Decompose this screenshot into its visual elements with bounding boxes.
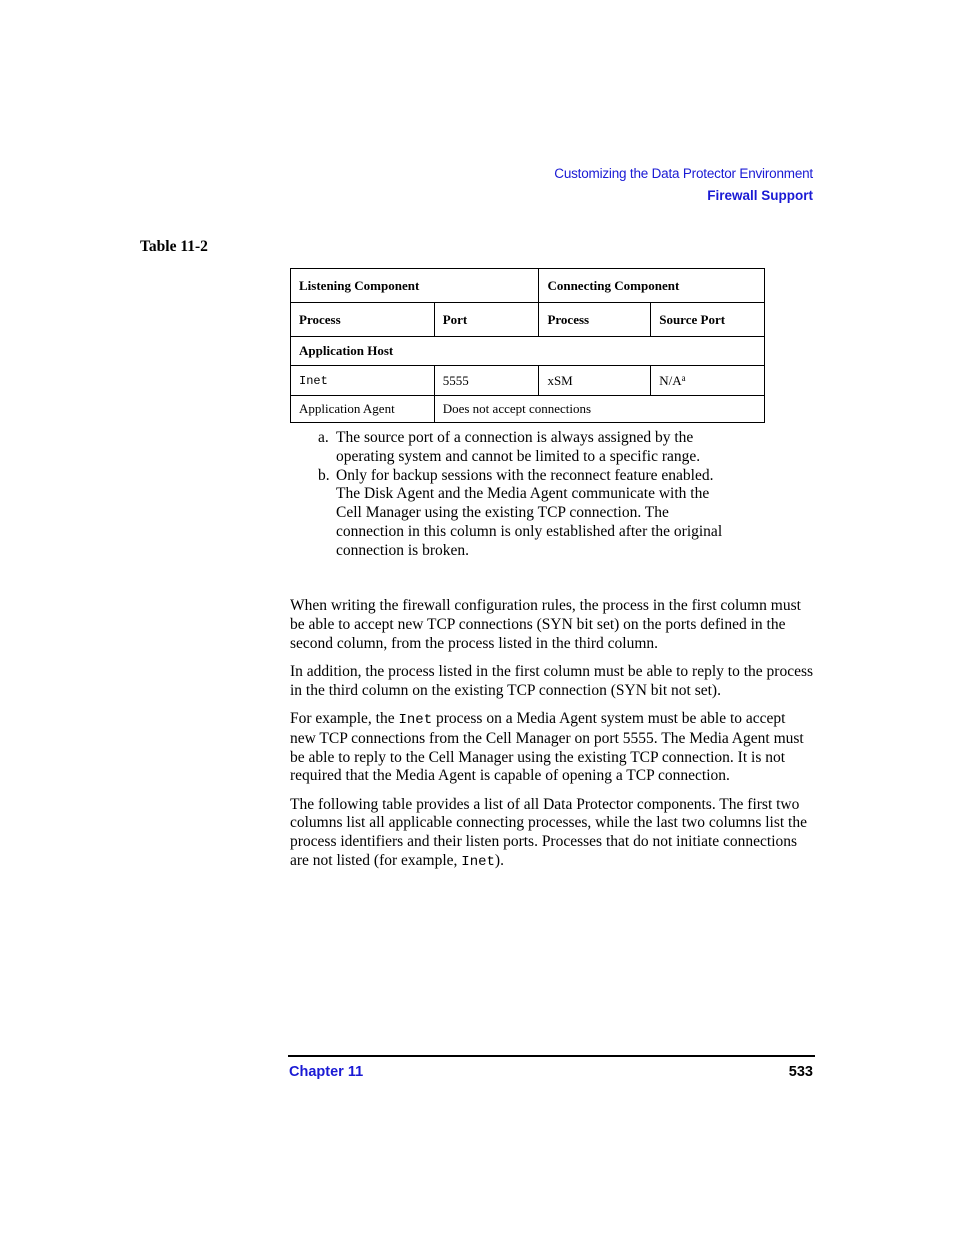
section-label: Application Host <box>291 337 765 366</box>
text-run: ). <box>494 852 504 870</box>
cell-port: 5555 <box>434 366 539 396</box>
table-column-header-row <box>291 303 765 337</box>
paragraph: In addition, the process listed in the first column must be able to reply to the process in the third column on the existing TCP connection (SYN bit not set). <box>290 662 814 699</box>
body-text <box>290 597 814 881</box>
cell-process: Application Agent <box>291 396 435 423</box>
paragraph <box>290 710 814 786</box>
group-header-connecting: Connecting Component <box>539 269 765 303</box>
running-header-chapter-title: Customizing the Data Protector Environment <box>554 166 813 181</box>
footnote-text: The source port of a connection is always assigned by the operating system and cannot be limited to a specific range. <box>336 429 701 465</box>
cell-merged-note: Does not accept connections <box>434 396 764 423</box>
footnote-item <box>318 429 748 467</box>
text-run: process on a Media Agent system must be able to accept new TCP connections from the Cell Manager on port 5555. The Media Agent must be able to reply to the Cell Manager using the existing TCP connection. It is not required that the Media Agent is capable of opening a TCP connection. <box>290 709 804 785</box>
code-inline: Inet <box>461 854 495 871</box>
group-header-listening: Listening Component <box>291 269 539 303</box>
column-header-process: Process <box>291 303 435 337</box>
footnote-ref: a <box>681 372 686 383</box>
footnote-label: a. <box>318 429 329 446</box>
paragraph <box>290 796 814 872</box>
table-row <box>291 366 765 396</box>
footer-rule <box>288 1055 815 1057</box>
paragraph: When writing the firewall configuration rules, the process in the first column must be able to accept new TCP connections (SYN bit set) on the ports defined in the second column, from the process listed in the third column. <box>290 597 801 652</box>
footer-chapter: Chapter 11 <box>289 1064 364 1080</box>
cell-connecting-process: xSM <box>539 366 651 396</box>
source-port-value: N/A <box>659 372 682 388</box>
column-header-source-port: Source Port <box>651 303 765 337</box>
table-footnotes <box>318 429 748 561</box>
running-header-section-title: Firewall Support <box>707 188 813 203</box>
code-inline: Inet <box>398 711 433 728</box>
table-group-header-row <box>291 269 765 303</box>
cell-process: Inet <box>291 366 435 396</box>
page-number: 533 <box>788 1064 813 1080</box>
column-header-port: Port <box>434 303 539 337</box>
table-section-row <box>291 337 765 366</box>
footnote-text: Only for backup sessions with the reconnect feature enabled. The Disk Agent and the Media Agent communicate with the Cell Manager using the existing TCP connection. The connection in this column is only established after the original connection is broken. <box>336 466 723 559</box>
text-run: The following table provides a list of all Data Protector components. The first two columns list all applicable connecting processes, while the last two columns list the process identifiers and their listen ports. Processes that do not initiate connections are not listed (for example, <box>290 795 807 870</box>
cell-source-port <box>651 366 765 396</box>
table-row <box>291 396 765 423</box>
footnote-item <box>318 467 748 561</box>
footnote-label: b. <box>318 466 330 484</box>
text-run: For example, the <box>290 709 399 727</box>
table-caption: Table 11-2 <box>140 238 208 255</box>
column-header-connecting-process: Process <box>539 303 651 337</box>
port-table <box>290 268 765 423</box>
